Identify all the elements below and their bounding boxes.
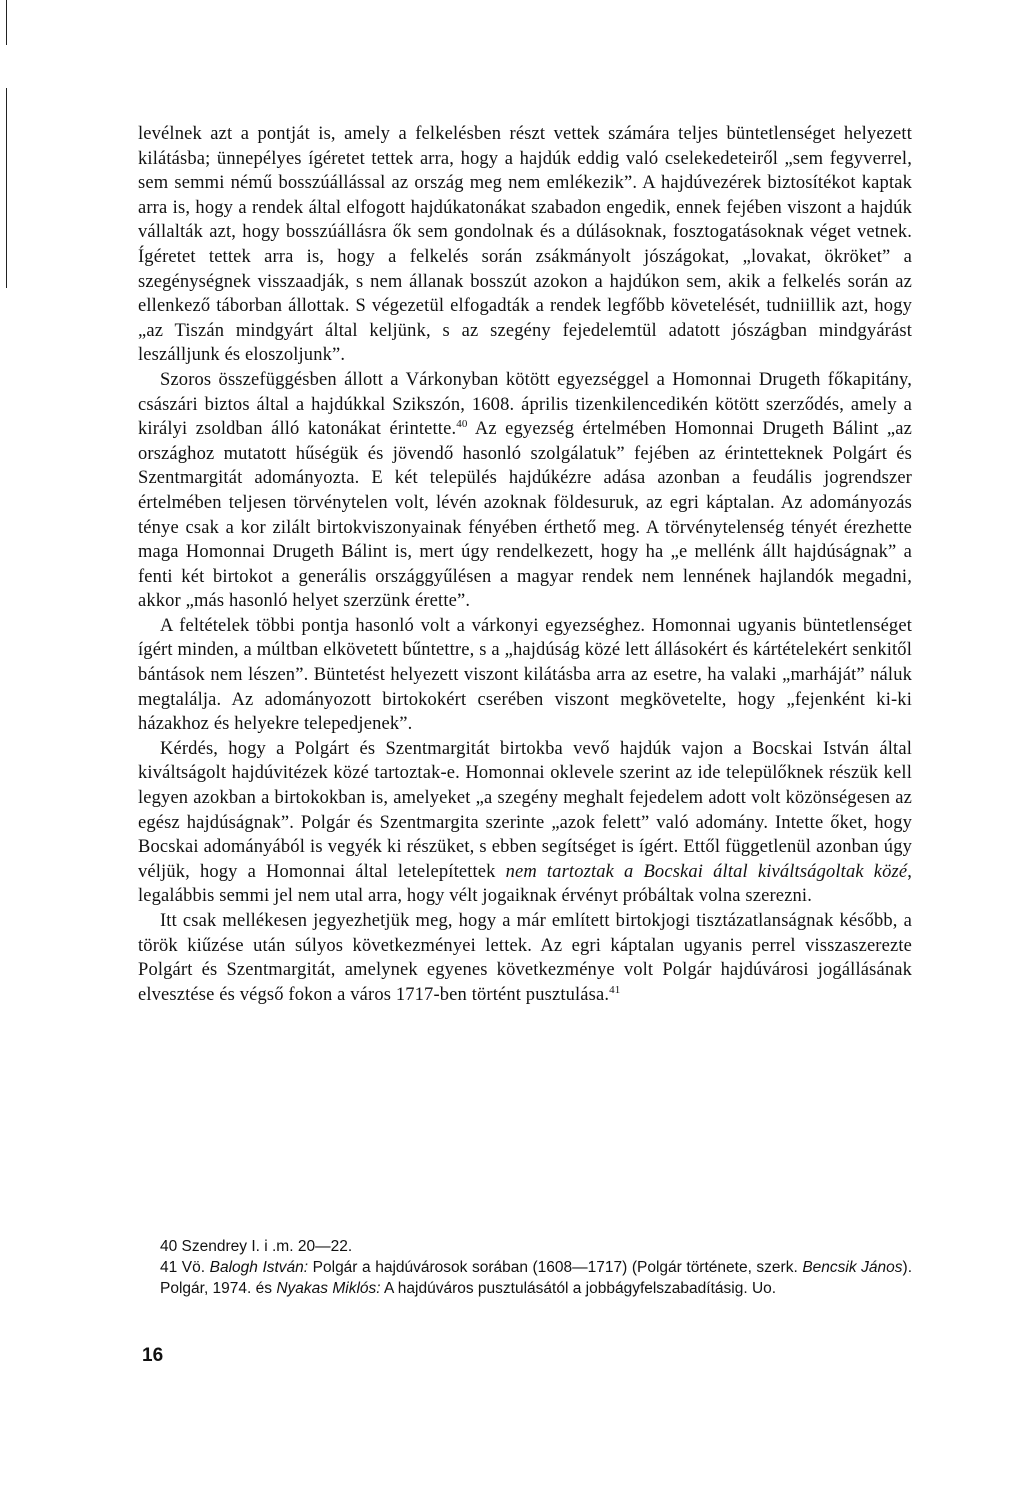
footnote-author: Nyakas Miklós: — [276, 1280, 381, 1297]
paragraph-text: levélnek azt a pontját is, amely a felkelésben részt vettek számára teljes büntetlenséget helyezett kilátásba; ünnepélyes ígéretet tettek arra, hogy a hajdúk eddig való cselekedeteiről „sem fegyverrel, sem semmi némű bosszúállással az ország meg nem emlékezik”. A hajdúvezérek biztosítékot kaptak arra is, hogy a rendek által elfogott hajdúkatonákat szabadon engedik, ennek fejében viszont a hajdúk vállalták azt, hogy bosszúállásra ők sem gondolnak és a dúlásoknak, fosztogatásoknak véget vetnek. Ígéretet tettek arra is, hogy a felkelés során zsákmányolt jószágokat, „lovakat, ökröket” a szegénységnek visszaadják, s nem állanak bosszút azokon a hajdúkon sem, akik a felkelés során az ellenkező táborban állottak. S végezetül elfogadták a rendek legfőbb követelését, tudniillik azt, hogy „az Tiszán mindgyárt által keljünk, s az szegény fejedelemtül adatott jószágban mindgyárást leszálljunk és eloszoljunk”. — [138, 124, 912, 366]
paragraph-4 — [138, 737, 912, 909]
scan-edge-line — [6, 0, 7, 45]
page-number: 16 — [142, 1345, 164, 1366]
paragraph-text: Itt csak mellékesen jegyezhetjük meg, hogy a már említett birtokjogi tisztázatlanságnak később, a török kiűzése után súlyos következményei lettek. Az egri káptalan ugyanis perrel visszaszerezte Polgárt és Szentmargitát, amelynek egyenes következménye volt Polgár hajdúvárosi jogállásának elvesztése és végső fokon a város 1717-ben történt pusztulása. — [138, 911, 912, 1005]
page-body — [138, 122, 912, 1007]
paragraph-text: Szoros összefüggésben állott a Várkonyban kötött egyezséggel a Homonnai Drugeth főkapitány, császári biztos által a hajdúkkal Szikszón, 1608. április tizenkilencedikén kötött szerződés, amely a királyi zsoldban álló katonákat érintette. — [138, 369, 912, 440]
paragraph-text: A feltételek többi pontja hasonló volt a várkonyi egyezséghez. Homonnai ugyanis büntetlenséget ígért minden, a múltban elkövetett bűntettre, s a „hajdúság közé lett állásokért és kártételekért senkitől bántások nem lészen”. Büntetést helyezett viszont kilátásba arra az esetre, ha valaki „marháját” náluk megtalálja. Az adományozott birtokokért cserében viszont megkövetelte, hogy „fejenként ki-ki házakhoz és helyekre telepedjenek”. — [138, 615, 912, 735]
footnote-41 — [160, 1257, 912, 1299]
paragraph-2 — [138, 368, 912, 614]
paragraph-text: Az egyezség értelmében Homonnai Drugeth Bálint „az országhoz mutatott hűségük és jövendő hasonló szolgálatuk” fejében az érintetteknek Polgárt és Szentmargitát adományozta. E két település hajdúkézre adása azonban a feudális jogrendszer értelmében teljesen törvénytelen volt, lévén azoknak földesuruk, az egri káptalan. Az adományozás ténye csak a kor zilált birtokviszonyainak fényében érthető meg. A törvénytelenség tényét érezhette maga Homonnai Drugeth Bálint is, mert úgy rendelkezett, hogy ha „e mellénk állt hajdúságnak” a fenti két birtokot a generális országgyűlésen a magyar rendek nem lennének hajlandók megadni, akkor „más hasonló helyet szerzünk érette”. — [138, 419, 912, 612]
paragraph-1 — [138, 122, 912, 368]
footnote-ref: 41 — [609, 983, 621, 996]
footnote-ref: 40 — [456, 417, 468, 430]
footnote-text: 41 Vö. — [160, 1259, 210, 1276]
paragraph-text: Kérdés, hogy a Polgárt és Szentmargitát birtokba vevő hajdúk vajon a Bocskai István által kiváltságolt hajdúvitézek közé tartoztak-e. Homonnai oklevele szerint az ide települőknek részük kell legyen azokban a birtokokban is, amelyeket „a szegény meghalt fejedelem adott volt közönségesen az egész hajdúságnak”. Polgár és Szentmargita szerinte „azok felett” való adomány. Intette őket, hogy Bocskai adományából is vegyék ki részüket, s ebben segítséget is ígért. Ettől függetlenül azonban úgy véljük, hogy a Homonnai által letelepítettek — [138, 738, 912, 882]
footnote-text: A hajdúváros pusztulásától a jobbágyfelszabadításig. Uo. — [380, 1280, 777, 1297]
footnote-40: 40 Szendrey I. i .m. 20—22. — [160, 1238, 353, 1255]
scan-edge-line — [6, 88, 7, 288]
footnote-editor: Bencsik János — [802, 1259, 903, 1276]
emphasis-text: nem tartoztak a Bocskai által kiváltságoltak közé — [505, 861, 908, 882]
paragraph-3 — [138, 614, 912, 737]
paragraph-text: , legalábbis semmi jel nem utal arra, hogy vélt jogaiknak érvényt próbáltak volna szerezni. — [138, 861, 912, 907]
paragraph-5 — [138, 909, 912, 1007]
footnote-text: ). Polgár, 1974. és — [160, 1259, 912, 1297]
footnote-text: Polgár a hajdúvárosok sorában (1608—1717) (Polgár története, szerk. — [308, 1259, 803, 1276]
footnotes — [160, 1236, 912, 1299]
footnote-author: Balogh István: — [209, 1259, 309, 1276]
